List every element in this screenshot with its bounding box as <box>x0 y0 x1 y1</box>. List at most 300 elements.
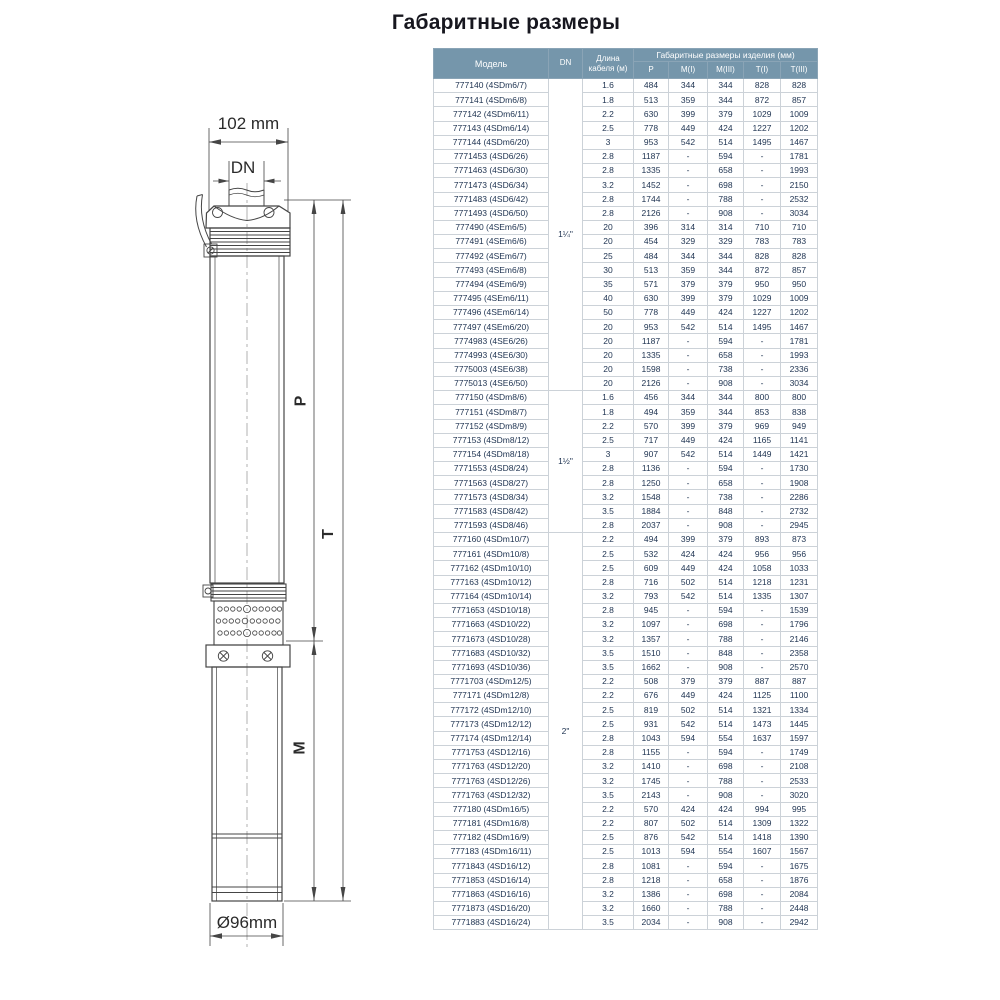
dim-value-cell: - <box>669 462 708 476</box>
dim-value-cell: 1202 <box>781 306 818 320</box>
dim-value-cell: 931 <box>634 717 669 731</box>
cable-length-cell: 3.2 <box>583 490 634 504</box>
dim-value-cell: 1730 <box>781 462 818 476</box>
cable-length-cell: 20 <box>583 362 634 376</box>
dim-value-cell: 1013 <box>634 845 669 859</box>
dim-value-cell: 449 <box>669 689 708 703</box>
cable-length-cell: 2.8 <box>583 192 634 206</box>
dim-value-cell: 1660 <box>634 901 669 915</box>
dim-value-cell: 514 <box>708 447 744 461</box>
dim-value-cell: 484 <box>634 79 669 93</box>
dim-value-cell: 1043 <box>634 731 669 745</box>
table-body <box>434 79 818 930</box>
table-row <box>434 462 818 476</box>
cable-length-cell: 3.2 <box>583 178 634 192</box>
dim-value-cell: 2570 <box>781 660 818 674</box>
model-cell: 7771573 (4SD8/34) <box>434 490 549 504</box>
table-row <box>434 646 818 660</box>
table-row <box>434 348 818 362</box>
dim-value-cell: - <box>744 788 781 802</box>
table-row <box>434 135 818 149</box>
dim-value-cell: 456 <box>634 391 669 405</box>
table-row <box>434 873 818 887</box>
model-cell: 777141 (4SDm6/8) <box>434 93 549 107</box>
dim-value-cell: - <box>669 901 708 915</box>
table-row <box>434 504 818 518</box>
pump-head <box>206 206 290 228</box>
dim-value-cell: 424 <box>669 547 708 561</box>
cable-length-cell: 3.2 <box>583 760 634 774</box>
dim-value-cell: 449 <box>669 561 708 575</box>
dim-value-cell: 1321 <box>744 703 781 717</box>
dim-value-cell: 514 <box>708 703 744 717</box>
cable-length-cell: 1.6 <box>583 391 634 405</box>
dim-value-cell: - <box>744 603 781 617</box>
table-row <box>434 717 818 731</box>
cable-length-cell: 3.2 <box>583 632 634 646</box>
dim-value-cell: 454 <box>634 235 669 249</box>
cable-length-cell: 2.2 <box>583 533 634 547</box>
model-cell: 777492 (4SEm6/7) <box>434 249 549 263</box>
dim-value-cell: 1386 <box>634 887 669 901</box>
dim-value-cell: 513 <box>634 93 669 107</box>
dim-value-cell: 502 <box>669 816 708 830</box>
dim-value-cell: - <box>744 916 781 930</box>
dim-value-cell: 594 <box>669 731 708 745</box>
dim-value-cell: 1510 <box>634 646 669 660</box>
cable-length-cell: 25 <box>583 249 634 263</box>
model-cell: 7771763 (4SD12/32) <box>434 788 549 802</box>
model-cell: 7771493 (4SD6/50) <box>434 206 549 220</box>
dim-value-cell: 1218 <box>744 575 781 589</box>
dim-value-cell: 953 <box>634 320 669 334</box>
dim-value-cell: 2126 <box>634 376 669 390</box>
dim-value-cell: 359 <box>669 93 708 107</box>
dim-value-cell: 872 <box>744 93 781 107</box>
dim-value-cell: 449 <box>669 121 708 135</box>
dim-value-cell: 514 <box>708 575 744 589</box>
dim-value-cell: 1781 <box>781 149 818 163</box>
dim-value-cell: 1495 <box>744 135 781 149</box>
dim-value-cell: - <box>744 192 781 206</box>
cable-length-cell: 2.5 <box>583 830 634 844</box>
dim-value-cell: 1467 <box>781 135 818 149</box>
dim-value-cell: 908 <box>708 788 744 802</box>
cable-length-cell: 2.8 <box>583 149 634 163</box>
dim-value-cell: 1597 <box>781 731 818 745</box>
dim-value-cell: - <box>669 632 708 646</box>
dim-value-cell: 800 <box>781 391 818 405</box>
dim-value-cell: 1335 <box>744 589 781 603</box>
dim-value-cell: 399 <box>669 107 708 121</box>
dim-value-cell: 2146 <box>781 632 818 646</box>
dim-value-cell: - <box>669 873 708 887</box>
model-cell: 7771693 (4SD10/36) <box>434 660 549 674</box>
dim-value-cell: 1452 <box>634 178 669 192</box>
cable-length-cell: 20 <box>583 320 634 334</box>
page-title: Габаритные размеры <box>391 11 621 34</box>
dim-value-cell: 1202 <box>781 121 818 135</box>
dim-value-cell: - <box>744 206 781 220</box>
dim-value-cell: 1495 <box>744 320 781 334</box>
dim-value-cell: 494 <box>634 405 669 419</box>
dim-value-cell: 570 <box>634 419 669 433</box>
dimensions-table <box>433 48 818 930</box>
table-row <box>434 192 818 206</box>
dim-value-cell: 658 <box>708 476 744 490</box>
model-cell: 777491 (4SEm6/6) <box>434 235 549 249</box>
dim-value-cell: 542 <box>669 717 708 731</box>
model-cell: 7771763 (4SD12/26) <box>434 774 549 788</box>
dim-value-cell: 424 <box>708 689 744 703</box>
dim-value-cell: 1335 <box>634 348 669 362</box>
dim-value-cell: 876 <box>634 830 669 844</box>
dim-value-cell: 2150 <box>781 178 818 192</box>
cable-length-cell: 3.2 <box>583 618 634 632</box>
screw-left <box>218 651 228 661</box>
dim-value-cell: - <box>744 518 781 532</box>
dim-value-cell: 1033 <box>781 561 818 575</box>
dim-value-cell: 542 <box>669 447 708 461</box>
dim-value-cell: 494 <box>634 533 669 547</box>
dim-value-cell: - <box>744 646 781 660</box>
dim-value-cell: 542 <box>669 320 708 334</box>
dim-value-cell: 1637 <box>744 731 781 745</box>
dim-value-cell: - <box>744 901 781 915</box>
dim-value-cell: - <box>669 788 708 802</box>
header-dim-m3: M(III) <box>708 62 744 79</box>
table-header <box>434 49 818 79</box>
dim-value-cell: 807 <box>634 816 669 830</box>
table-row <box>434 859 818 873</box>
dim-value-cell: - <box>744 887 781 901</box>
dim-t <box>341 200 346 901</box>
dim-value-cell: 1009 <box>781 291 818 305</box>
table-row <box>434 490 818 504</box>
dim-value-cell: 1749 <box>781 745 818 759</box>
model-cell: 777164 (4SDm10/14) <box>434 589 549 603</box>
table-row <box>434 405 818 419</box>
dim-value-cell: 828 <box>744 79 781 93</box>
dim-value-cell: 594 <box>708 745 744 759</box>
model-cell: 7771763 (4SD12/20) <box>434 760 549 774</box>
dim-value-cell: 449 <box>669 433 708 447</box>
cable-length-cell: 3 <box>583 135 634 149</box>
model-cell: 7771653 (4SD10/18) <box>434 603 549 617</box>
dim-value-cell: 594 <box>708 859 744 873</box>
cable-length-cell: 20 <box>583 235 634 249</box>
dim-value-cell: 379 <box>708 674 744 688</box>
dim-value-cell: 1081 <box>634 859 669 873</box>
table-row <box>434 263 818 277</box>
dim-value-cell: 424 <box>708 547 744 561</box>
model-cell: 777140 (4SDm6/7) <box>434 79 549 93</box>
dim-value-cell: 2945 <box>781 518 818 532</box>
dim-value-cell: 1876 <box>781 873 818 887</box>
model-cell: 777496 (4SEm6/14) <box>434 306 549 320</box>
cable-length-cell: 3.5 <box>583 660 634 674</box>
cable-length-cell: 3.2 <box>583 901 634 915</box>
dim-value-cell: 424 <box>708 121 744 135</box>
table-row <box>434 334 818 348</box>
dim-value-cell: 717 <box>634 433 669 447</box>
dim-value-cell: 1309 <box>744 816 781 830</box>
dim-value-cell: - <box>744 362 781 376</box>
dim-value-cell: 514 <box>708 320 744 334</box>
dim-value-cell: 783 <box>744 235 781 249</box>
cable-length-cell: 3.5 <box>583 504 634 518</box>
header-dim-p: P <box>634 62 669 79</box>
cable-length-cell: 1.8 <box>583 405 634 419</box>
dim-value-cell: 2732 <box>781 504 818 518</box>
table-row <box>434 362 818 376</box>
dim-value-cell: 1467 <box>781 320 818 334</box>
cable-length-cell: 40 <box>583 291 634 305</box>
model-cell: 7771873 (4SD16/20) <box>434 901 549 915</box>
dim-value-cell: 853 <box>744 405 781 419</box>
dim-label-dn: DN <box>230 158 256 177</box>
dim-value-cell: 344 <box>708 93 744 107</box>
dim-value-cell: 1993 <box>781 348 818 362</box>
dim-value-cell: 2358 <box>781 646 818 660</box>
dim-value-cell: 542 <box>669 830 708 844</box>
header-dim-m1: M(I) <box>669 62 708 79</box>
dim-value-cell: 887 <box>781 674 818 688</box>
dim-value-cell: 1029 <box>744 107 781 121</box>
model-cell: 7774983 (4SE6/26) <box>434 334 549 348</box>
cable-length-cell: 2.5 <box>583 703 634 717</box>
table-row <box>434 533 818 547</box>
model-cell: 7771593 (4SD8/46) <box>434 518 549 532</box>
dim-value-cell: 424 <box>708 561 744 575</box>
dim-value-cell: 828 <box>781 79 818 93</box>
dim-value-cell: 1421 <box>781 447 818 461</box>
model-cell: 777153 (4SDm8/12) <box>434 433 549 447</box>
cable-length-cell: 2.2 <box>583 689 634 703</box>
table-row <box>434 816 818 830</box>
table-row <box>434 178 818 192</box>
dim-value-cell: 379 <box>669 674 708 688</box>
cable-length-cell: 50 <box>583 306 634 320</box>
dim-value-cell: - <box>744 149 781 163</box>
cable-length-cell: 2.5 <box>583 121 634 135</box>
table-row <box>434 93 818 107</box>
table-row <box>434 760 818 774</box>
dim-value-cell: 329 <box>669 235 708 249</box>
dim-value-cell: 788 <box>708 901 744 915</box>
dim-value-cell: 994 <box>744 802 781 816</box>
table-row <box>434 235 818 249</box>
cable-length-cell: 2.2 <box>583 107 634 121</box>
dim-value-cell: - <box>669 859 708 873</box>
model-cell: 7771453 (4SD6/26) <box>434 149 549 163</box>
dim-value-cell: 908 <box>708 518 744 532</box>
dim-value-cell: 658 <box>708 348 744 362</box>
table-row <box>434 916 818 930</box>
dim-value-cell: 907 <box>634 447 669 461</box>
dim-value-cell: - <box>669 887 708 901</box>
dim-value-cell: 1231 <box>781 575 818 589</box>
dim-value-cell: 1548 <box>634 490 669 504</box>
screw-right <box>262 651 272 661</box>
table-row <box>434 306 818 320</box>
cable-length-cell: 2.5 <box>583 547 634 561</box>
model-cell: 777490 (4SEm6/5) <box>434 220 549 234</box>
dim-value-cell: 793 <box>634 589 669 603</box>
dim-value-cell: 950 <box>744 277 781 291</box>
cable-length-cell: 20 <box>583 348 634 362</box>
model-cell: 777152 (4SDm8/9) <box>434 419 549 433</box>
table-row <box>434 703 818 717</box>
table-row <box>434 220 818 234</box>
dim-value-cell: 554 <box>708 845 744 859</box>
dim-value-cell: 424 <box>708 306 744 320</box>
dim-value-cell: 956 <box>781 547 818 561</box>
dim-value-cell: - <box>669 760 708 774</box>
dim-value-cell: 658 <box>708 164 744 178</box>
dim-value-cell: - <box>669 618 708 632</box>
header-cable-length: Длина кабеля (м) <box>583 49 634 79</box>
dim-value-cell: - <box>744 504 781 518</box>
dim-value-cell: 857 <box>781 263 818 277</box>
ribbed-band-bottom <box>203 584 286 601</box>
dim-value-cell: 379 <box>708 533 744 547</box>
dim-value-cell: 359 <box>669 405 708 419</box>
table-row <box>434 547 818 561</box>
table-row <box>434 518 818 532</box>
dim-value-cell: 1908 <box>781 476 818 490</box>
dim-value-cell: 630 <box>634 291 669 305</box>
dim-value-cell: - <box>669 362 708 376</box>
dim-value-cell: 828 <box>744 249 781 263</box>
model-cell: 777182 (4SDm16/9) <box>434 830 549 844</box>
dim-value-cell: 449 <box>669 306 708 320</box>
dim-value-cell: 1607 <box>744 845 781 859</box>
dim-value-cell: - <box>744 334 781 348</box>
table-row <box>434 788 818 802</box>
dim-value-cell: 872 <box>744 263 781 277</box>
dim-value-cell: 594 <box>669 845 708 859</box>
model-cell: 777174 (4SDm12/14) <box>434 731 549 745</box>
dim-label-102mm: 102 mm <box>217 114 280 133</box>
table-row <box>434 674 818 688</box>
table-row <box>434 603 818 617</box>
dim-value-cell: - <box>744 178 781 192</box>
dim-value-cell: - <box>669 476 708 490</box>
dim-value-cell: 1410 <box>634 760 669 774</box>
cable-length-cell: 3.5 <box>583 646 634 660</box>
dim-value-cell: 1418 <box>744 830 781 844</box>
dim-value-cell: 513 <box>634 263 669 277</box>
dim-value-cell: 710 <box>781 220 818 234</box>
dim-value-cell: - <box>744 618 781 632</box>
dim-value-cell: 1155 <box>634 745 669 759</box>
dim-value-cell: 594 <box>708 149 744 163</box>
model-cell: 777154 (4SDm8/18) <box>434 447 549 461</box>
table-row <box>434 149 818 163</box>
dim-value-cell: 698 <box>708 760 744 774</box>
ribbed-band-top <box>210 228 290 256</box>
dim-value-cell: 594 <box>708 603 744 617</box>
model-cell: 7775003 (4SE6/38) <box>434 362 549 376</box>
dim-value-cell: 788 <box>708 192 744 206</box>
dim-value-cell: 1390 <box>781 830 818 844</box>
cable-length-cell: 3.2 <box>583 774 634 788</box>
dim-value-cell: 676 <box>634 689 669 703</box>
table-row <box>434 291 818 305</box>
table-row <box>434 660 818 674</box>
table-row <box>434 618 818 632</box>
cable-length-cell: 2.8 <box>583 603 634 617</box>
table-row <box>434 206 818 220</box>
dim-value-cell: - <box>744 164 781 178</box>
table-row <box>434 320 818 334</box>
dim-label-m: M <box>291 741 309 755</box>
dim-value-cell: - <box>669 660 708 674</box>
cable-length-cell: 2.8 <box>583 164 634 178</box>
dim-value-cell: 1097 <box>634 618 669 632</box>
dim-value-cell: 1334 <box>781 703 818 717</box>
dim-value-cell: 594 <box>708 462 744 476</box>
cable-length-cell: 30 <box>583 263 634 277</box>
table-row <box>434 277 818 291</box>
dim-value-cell: 1009 <box>781 107 818 121</box>
dim-value-cell: 379 <box>708 277 744 291</box>
table-row <box>434 419 818 433</box>
cable-length-cell: 1.8 <box>583 93 634 107</box>
dim-value-cell: 1307 <box>781 589 818 603</box>
dim-value-cell: 399 <box>669 419 708 433</box>
model-cell: 777144 (4SDm6/20) <box>434 135 549 149</box>
dim-value-cell: 1598 <box>634 362 669 376</box>
dim-value-cell: 2108 <box>781 760 818 774</box>
dim-value-cell: - <box>669 603 708 617</box>
dn-group-cell: 1½" <box>549 391 583 533</box>
dim-value-cell: 1567 <box>781 845 818 859</box>
cable-length-cell: 2.5 <box>583 561 634 575</box>
cable-length-cell: 20 <box>583 376 634 390</box>
dim-value-cell: 995 <box>781 802 818 816</box>
table-row <box>434 249 818 263</box>
dim-value-cell: 542 <box>669 589 708 603</box>
table-row <box>434 845 818 859</box>
cable-length-cell: 2.8 <box>583 575 634 589</box>
flange-band <box>206 645 290 667</box>
table-row <box>434 589 818 603</box>
cable-length-cell: 2.8 <box>583 745 634 759</box>
model-cell: 7771583 (4SD8/42) <box>434 504 549 518</box>
model-cell: 777180 (4SDm16/5) <box>434 802 549 816</box>
model-cell: 7771483 (4SD6/42) <box>434 192 549 206</box>
dim-value-cell: 893 <box>744 533 781 547</box>
cable-length-cell: 2.8 <box>583 518 634 532</box>
dim-value-cell: - <box>669 916 708 930</box>
dim-value-cell: 710 <box>744 220 781 234</box>
dim-value-cell: 778 <box>634 306 669 320</box>
dim-value-cell: 514 <box>708 830 744 844</box>
dim-label-96mm: Ø96mm <box>216 913 278 932</box>
dim-value-cell: 908 <box>708 206 744 220</box>
table-row <box>434 575 818 589</box>
dim-value-cell: 344 <box>708 391 744 405</box>
model-cell: 777183 (4SDm16/11) <box>434 845 549 859</box>
model-cell: 777497 (4SEm6/20) <box>434 320 549 334</box>
dim-value-cell: 1473 <box>744 717 781 731</box>
dim-value-cell: 908 <box>708 916 744 930</box>
dim-value-cell: 1250 <box>634 476 669 490</box>
cable-length-cell: 2.8 <box>583 462 634 476</box>
dim-value-cell: - <box>669 376 708 390</box>
